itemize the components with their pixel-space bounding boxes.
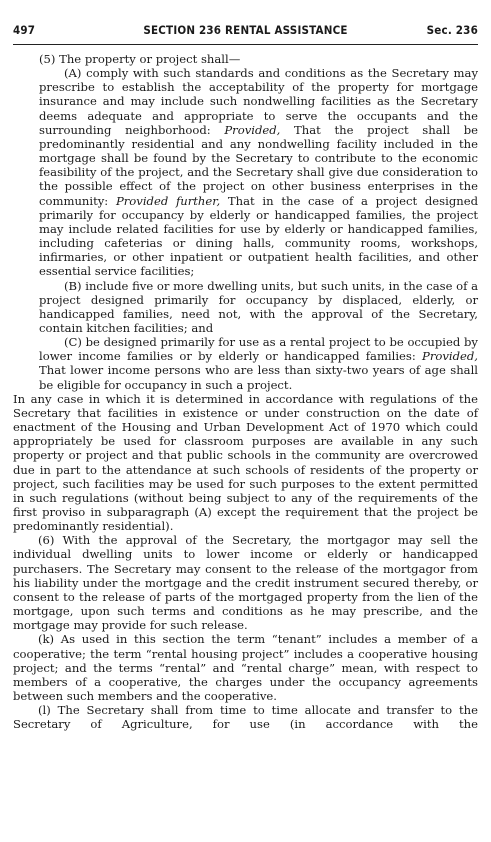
subparagraph-a-text-2: That the project shall be predominantly residential and any nondwelling facility included in the mortgage shall be found by the Secretary to contribute to the economic feasibility of the project, and the Secretary shall give due consideration to the possible effect of the project on other business enterprises in the community: bbox=[39, 122, 478, 208]
subparagraph-a-text-1: (A) comply with such standards and conditions as the Secretary may prescribe to establish the acceptability of the property for mortgage insurance and may include such nondwelling facilities as the Secretary deems adequate and appropriate to serve the occupants and the surrounding neighborhood: bbox=[39, 66, 478, 137]
section-reference: Sec. 236 bbox=[426, 23, 478, 37]
subparagraph-b: (B) include five or more dwelling units, but such units, in the case of a project designed primarily for occupancy by displaced, elderly, or handicapped families, need not, with the approval of the Secretary, contain kitchen facilities; and bbox=[39, 278, 478, 335]
paragraph-any-case: In any case in which it is determined in accordance with regulations of the Secretary that facilities in existence or under construction on the date of enactment of the Housing and Urban Development Act of 1970 which could appropriately be used for classroom purposes are available in any such property or project and that public schools in the community are overcrowed due in part to the attendance at such schools of residents of the property or project, such facilities may be used for such purposes to the extent permitted in such regulations (without being subject to any of the requirements of the first proviso in subparagraph (A) except the requirement that the project be predominantly residential). bbox=[13, 391, 478, 534]
subsection-l: (l) The Secretary shall from time to time allocate and transfer to the Secretary of Agriculture, for use (in accordance with the bbox=[13, 703, 478, 732]
subparagraph-c-text-1: (C) be designed primarily for use as a rental project to be occupied by lower income families or by elderly or handicapped families: bbox=[39, 335, 478, 364]
paragraph-6: (6) With the approval of the Secretary, the mortgagor may sell the individual dwelling units to lower income or elderly or handicapped purchasers. The Secretary may consent to the release of the mortgagor from his liability under the mortgage and the credit instrument secured thereby, or consent to the release of parts of the mortgaged property from the lien of the mortgage, upon such terms and conditions as he may prescribe, and the mortgage may provide for such release. bbox=[13, 533, 478, 633]
subparagraph-a bbox=[13, 66, 478, 278]
running-header bbox=[13, 20, 478, 40]
subparagraph-c bbox=[13, 335, 478, 392]
header-rule bbox=[13, 44, 478, 45]
subparagraph-c-text-2: That lower income persons who are less than sixty-two years of age shall be eligible for occupancy in such a project. bbox=[39, 363, 478, 392]
page-number: 497 bbox=[13, 23, 36, 37]
subsection-k: (k) As used in this section the term “tenant” includes a member of a cooperative; the term “rental housing project” includes a cooperative housing project; and the terms “rental” and “rental charge” mean, with respect to members of a cooperative, the charges under the occupancy agreements between such members and the cooperative. bbox=[13, 632, 478, 704]
subparagraph-a-text-3: That in the case of a project designed primarily for occupancy by elderly or handicapped families, the project may include related facilities for use by elderly or handicapped families, including cafeterias or dining halls, community rooms, workshops, infirmaries, or other inpatient or outpatient health facilities, and other essential service facilities; bbox=[39, 193, 478, 279]
statute-text bbox=[13, 52, 478, 732]
paragraph-5-intro: (5) The property or project shall— bbox=[39, 52, 241, 66]
running-title: SECTION 236 RENTAL ASSISTANCE bbox=[143, 23, 348, 37]
proviso-italic-2: Provided further, bbox=[115, 193, 221, 208]
proviso-italic-1: Provided, bbox=[224, 122, 281, 137]
proviso-italic-3: Provided, bbox=[422, 349, 478, 364]
